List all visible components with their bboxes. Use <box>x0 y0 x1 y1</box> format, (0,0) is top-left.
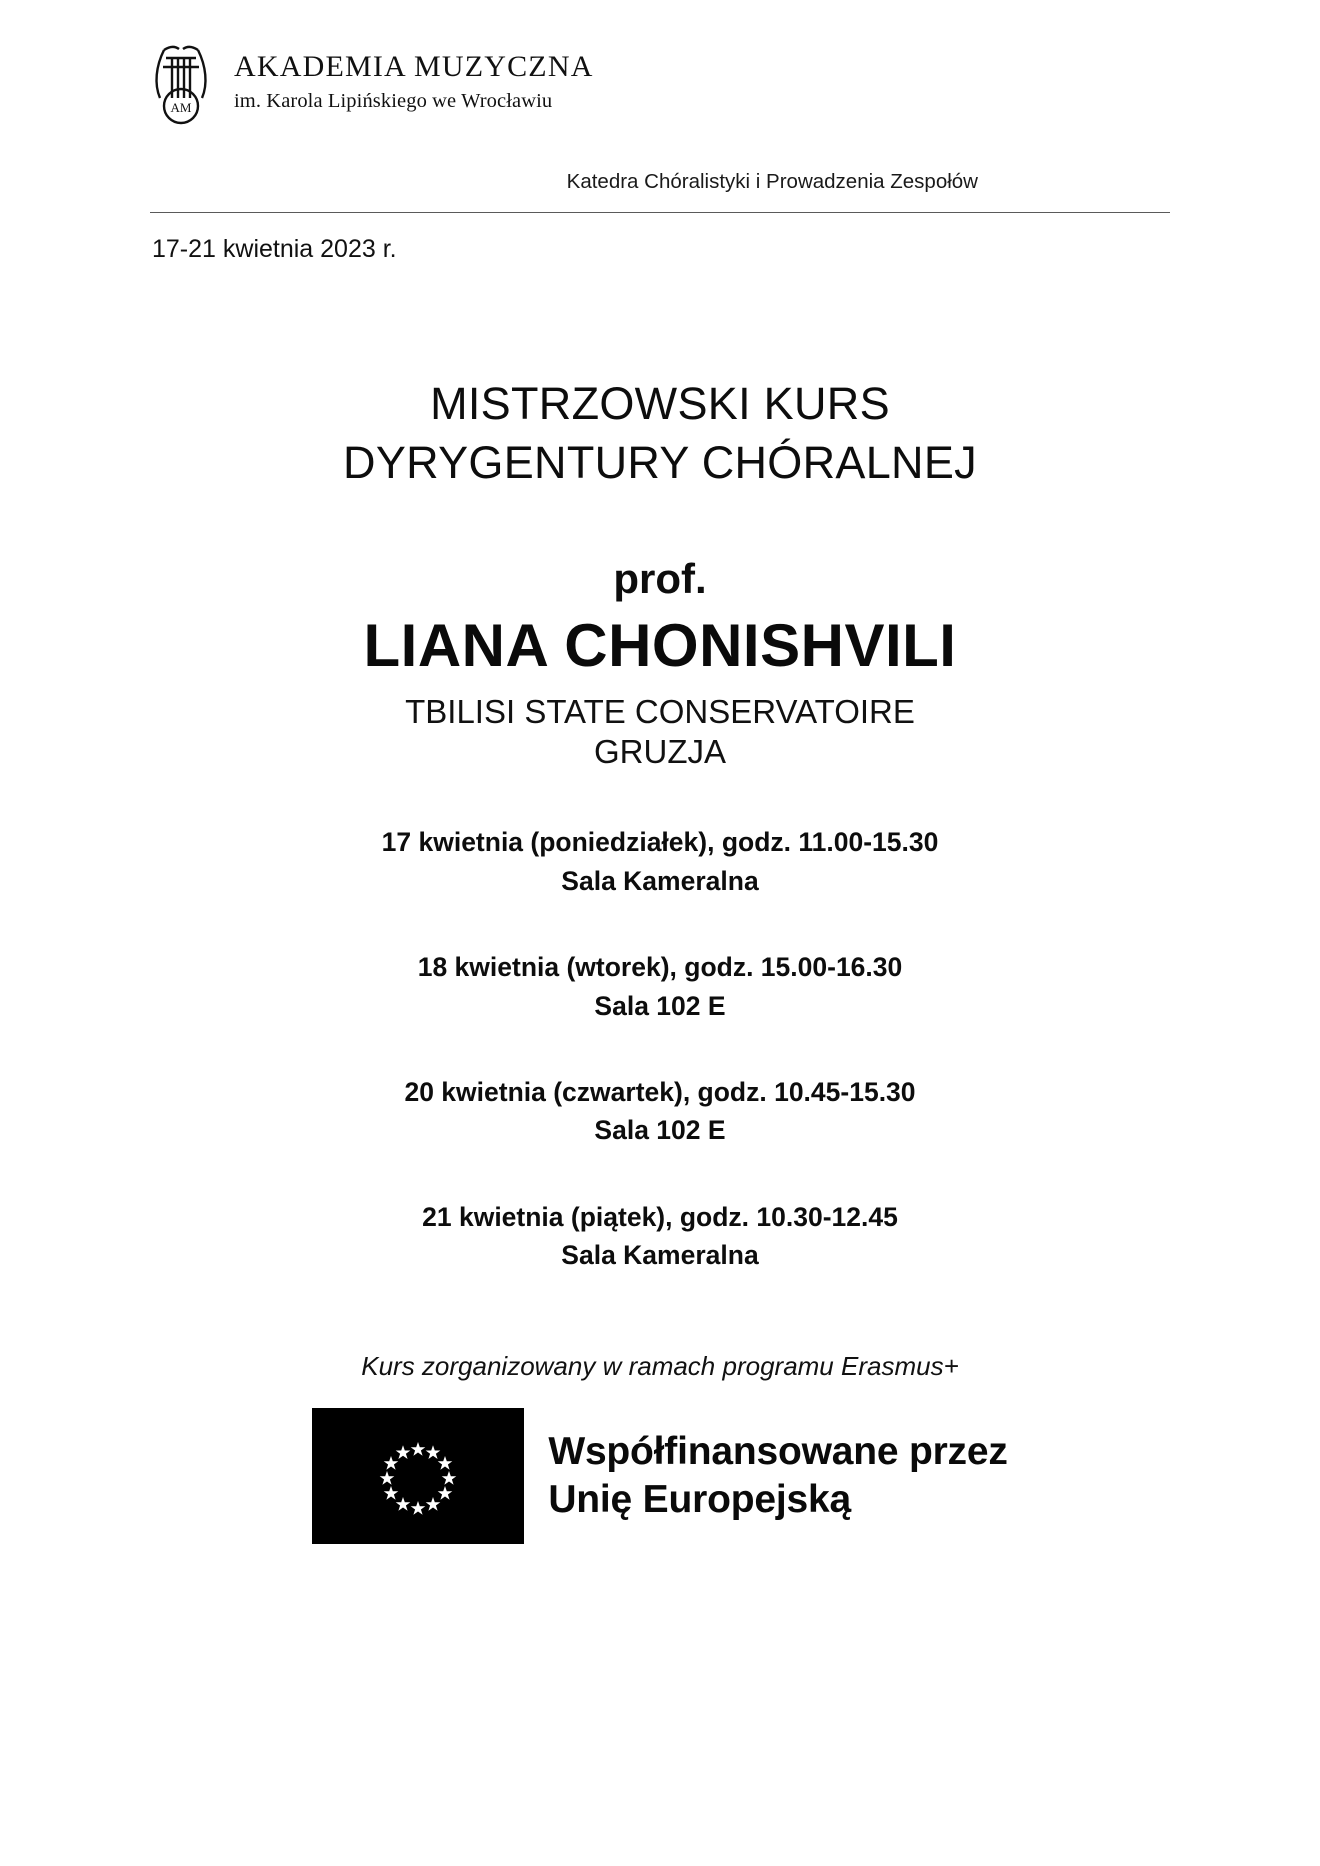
schedule-room: Sala 102 E <box>594 990 726 1021</box>
professor-prefix: prof. <box>613 554 707 602</box>
list-item <box>0 1073 1320 1150</box>
eu-funding-text <box>548 1428 1007 1523</box>
list-item <box>0 948 1320 1025</box>
schedule-when: 18 kwietnia (wtorek), godz. 15.00-16.30 <box>417 952 903 983</box>
date-range: 17-21 kwietnia 2023 r. <box>152 235 397 263</box>
institution-name: AKADEMIA MUZYCZNA <box>234 50 594 83</box>
eu-flag-icon <box>312 1408 524 1544</box>
schedule-when: 20 kwietnia (czwartek), godz. 10.45-15.30 <box>404 1077 916 1108</box>
course-title <box>0 374 1320 493</box>
eu-funding-block <box>0 1408 1320 1544</box>
schedule-when: 21 kwietnia (piątek), godz. 10.30-12.45 <box>422 1201 898 1232</box>
department-label: Katedra Chóralistyki i Prowadzenia Zespołów <box>566 170 978 193</box>
schedule-room: Sala 102 E <box>594 1115 726 1146</box>
list-item <box>0 823 1320 900</box>
institution-subtitle: im. Karola Lipińskiego we Wrocławiu <box>234 90 553 112</box>
professor-country: GRUZJA <box>594 733 726 771</box>
program-note: Kurs zorganizowany w ramach programu Erasmus+ <box>361 1350 959 1381</box>
schedule-when: 17 kwietnia (poniedziałek), godz. 11.00-15.30 <box>381 827 939 858</box>
list-item <box>0 1198 1320 1275</box>
eu-text-line-2: Unię Europejską <box>548 1477 851 1521</box>
poster-header <box>0 0 1320 264</box>
institution-branding <box>0 38 1320 126</box>
institution-text <box>234 50 594 113</box>
poster-main <box>0 374 1320 1275</box>
schedule-room: Sala Kameralna <box>561 865 759 896</box>
eu-text-line-1: Współfinansowane przez <box>548 1430 1008 1474</box>
poster-footer <box>0 1351 1320 1544</box>
course-title-line-1: MISTRZOWSKI KURS <box>430 378 890 429</box>
schedule-room: Sala Kameralna <box>561 1240 759 1271</box>
lyre-icon <box>150 40 212 126</box>
header-divider <box>150 212 1170 213</box>
course-title-line-2: DYRYGENTURY CHÓRALNEJ <box>343 437 977 489</box>
schedule-list <box>0 823 1320 1274</box>
svg-text:AM: AM <box>170 100 192 115</box>
professor-institution: TBILISI STATE CONSERVATOIRE <box>405 692 915 730</box>
professor-name: LIANA CHONISHVILI <box>363 611 957 679</box>
